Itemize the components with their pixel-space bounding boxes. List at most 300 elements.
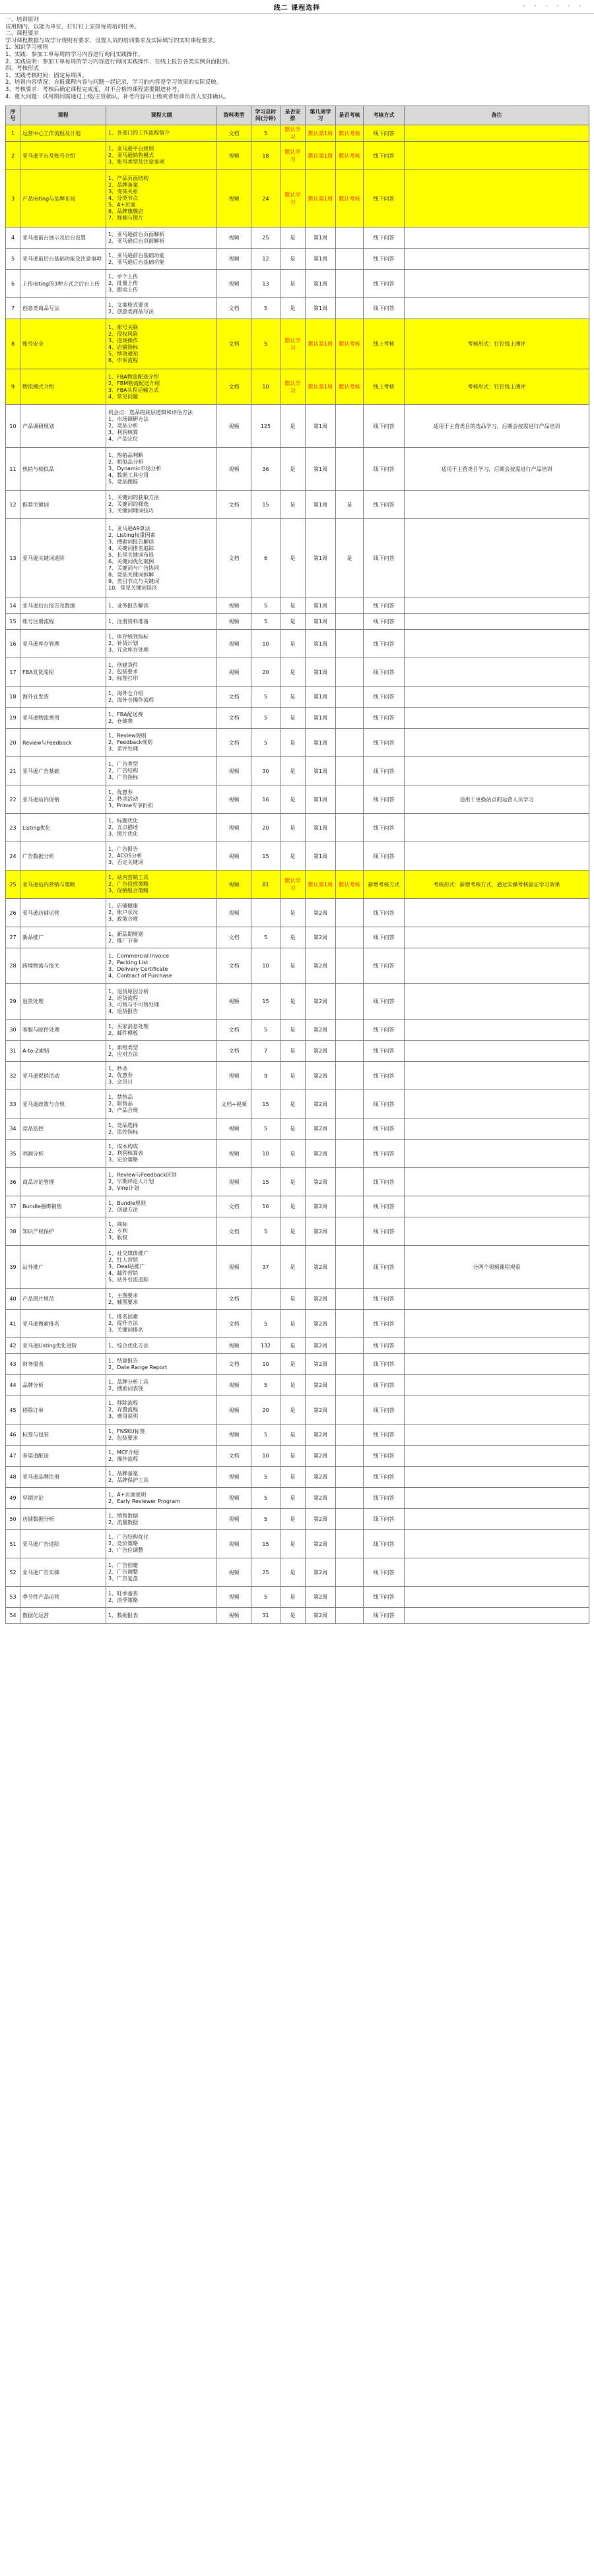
header-dash: - (556, 3, 568, 9)
cell-week: 默认第1周 (306, 125, 336, 142)
cell-time: 15 (251, 1090, 280, 1119)
cell-method: 线下问答 (364, 899, 405, 927)
cell-type: 文档 (217, 491, 251, 519)
outline-line: 2、秒杀活动 (108, 796, 139, 803)
cell-week: 第2周 (306, 1488, 336, 1509)
cell-exam (336, 1310, 364, 1338)
cell-arrange: 是 (280, 1020, 306, 1041)
cell-week: 第2周 (306, 984, 336, 1020)
cell-time: 5 (251, 1375, 280, 1396)
cell-course: 客服与邮件处理 (20, 1020, 106, 1041)
outline-line: 2、包装要求 (108, 1434, 139, 1441)
cell-course: A-to-Z索赔 (20, 1041, 106, 1062)
cell-method: 线下问答 (364, 1020, 405, 1041)
cell-course: 物流模式介绍 (20, 369, 106, 405)
cell-course: 海外仓发货 (20, 687, 106, 708)
cell-time: 5 (251, 687, 280, 708)
outline-line: 1、标题优化 (108, 818, 139, 824)
outline-line: 2、品牌保护工具 (108, 1477, 149, 1483)
cell-outline (106, 228, 217, 249)
cell-note (405, 687, 589, 708)
outline-line: 3、关键词埋词技巧 (108, 508, 154, 514)
table-header-row (6, 106, 589, 125)
cell-method: 线下问答 (364, 658, 405, 687)
cell-method: 线下问答 (364, 814, 405, 842)
cell-week: 第2周 (306, 1217, 336, 1246)
cell-method: 线下问答 (364, 757, 405, 785)
outline-line: 4、Contract of Purchase (108, 972, 172, 979)
cell-arrange: 是 (280, 448, 306, 491)
outline-line: 4、关键词排名追踪 (108, 545, 154, 551)
cell-arrange: 是 (280, 1140, 306, 1168)
outline-line: 2、红人营销 (108, 1257, 139, 1264)
outline-line: 2、流量数据 (108, 1519, 139, 1525)
outline-line: 2、创意类商品写法 (108, 308, 154, 315)
cell-outline (106, 142, 217, 170)
cell-outline (106, 1140, 217, 1168)
cell-type: 视频 (217, 757, 251, 785)
cell-exam (336, 228, 364, 249)
table-row (6, 1488, 589, 1509)
table-row (6, 1375, 589, 1396)
cell-arrange: 是 (280, 1338, 306, 1354)
cell-time: 5 (251, 598, 280, 614)
cell-type: 视频 (217, 1425, 251, 1446)
cell-type: 文档 (217, 687, 251, 708)
cell-no: 9 (6, 369, 20, 405)
outline-line: 2、利润核算表 (108, 1150, 144, 1157)
cell-week: 第1周 (306, 687, 336, 708)
cell-time: 5 (251, 298, 280, 319)
outline-line: 1、数据报表 (108, 1612, 139, 1618)
cell-week: 第2周 (306, 927, 336, 948)
cell-exam (336, 1338, 364, 1354)
outline-line: 7、关键词与广告协同 (108, 565, 160, 571)
outline-line: 2、Early Reviewer Program (108, 1498, 180, 1504)
cell-exam (336, 729, 364, 757)
cell-course: 推荐关键词 (20, 491, 106, 519)
outline-line: 2、Feedback规则 (108, 739, 153, 746)
cell-note (405, 1041, 589, 1062)
table-row (6, 614, 589, 630)
table-row (6, 405, 589, 448)
cell-method: 线下问答 (364, 614, 405, 630)
outline-line: 1、品牌分析工具 (108, 1378, 149, 1385)
cell-outline (106, 814, 217, 842)
table-row (6, 125, 589, 142)
sheet-title-bar (0, 0, 594, 14)
cell-no: 30 (6, 1020, 20, 1041)
cell-time: 20 (251, 814, 280, 842)
cell-exam (336, 270, 364, 298)
cell-type: 视频 (217, 1338, 251, 1354)
cell-exam (336, 927, 364, 948)
cell-outline (106, 1090, 217, 1119)
outline-line: 1、文案格式要求 (108, 301, 149, 308)
cell-time: 10 (251, 948, 280, 984)
table-row (6, 948, 589, 984)
table-row (6, 927, 589, 948)
cell-exam (336, 1509, 364, 1530)
cell-outline (106, 1509, 217, 1530)
outline-line: 2、弃置流程 (108, 1407, 139, 1413)
cell-no: 28 (6, 948, 20, 984)
cell-note (405, 1196, 589, 1217)
cell-time: 7 (251, 1041, 280, 1062)
outline-line: 3、广告复盘 (108, 1576, 139, 1582)
cell-exam (336, 899, 364, 927)
cell-course: 竞品监控 (20, 1119, 106, 1140)
intro-line: 一、培训原则 (5, 16, 40, 23)
cell-outline (106, 298, 217, 319)
col-header-time: 学习总时间(分钟) (251, 106, 280, 125)
cell-week: 第1周 (306, 658, 336, 687)
cell-course: 亚马逊前后台基础功能及注意事项 (20, 249, 106, 270)
cell-week: 第1周 (306, 708, 336, 729)
outline-line: 4、邮件营销 (108, 1270, 139, 1277)
cell-outline (106, 1020, 217, 1041)
cell-outline (106, 1467, 217, 1488)
intro-line: 学习课程数据与故学分规则有要求，设置人员的培训要求及实际填写的实时课程要求。 (5, 37, 219, 44)
outline-line: 4、分类节点 (108, 195, 139, 202)
cell-method: 线下问答 (364, 448, 405, 491)
header-dash: - (523, 3, 535, 9)
cell-outline (106, 1587, 217, 1608)
outline-line: 2、补货计划 (108, 640, 139, 647)
cell-note: 考核形式：钉钉线上测评 (405, 369, 589, 405)
outline-line: 1、广告结构优化 (108, 1534, 149, 1541)
cell-outline (106, 927, 217, 948)
outline-line: 1、各部门的工作流程简介 (108, 130, 170, 137)
outline-line: 1、业务报告解读 (108, 602, 149, 609)
cell-week: 第2周 (306, 1446, 336, 1467)
cell-exam (336, 1090, 364, 1119)
cell-type: 视频 (217, 228, 251, 249)
cell-time: 5 (251, 1467, 280, 1488)
cell-time: 5 (251, 614, 280, 630)
outline-line: 1、Bundle规则 (108, 1200, 146, 1206)
cell-exam (336, 1168, 364, 1196)
cell-course: 利润分析 (20, 1140, 106, 1168)
outline-line: 2、Packing List (108, 959, 148, 966)
cell-week: 第1周 (306, 785, 336, 814)
cell-no: 5 (6, 249, 20, 270)
outline-line: 6、品牌旗舰店 (108, 208, 144, 215)
cell-time: 31 (251, 1608, 280, 1624)
cell-time: 15 (251, 491, 280, 519)
outline-line: 2、侵权风险 (108, 330, 139, 337)
cell-exam (336, 757, 364, 785)
cell-note (405, 658, 589, 687)
outline-line: 3、搜索词报告解读 (108, 538, 154, 545)
cell-arrange: 是 (280, 1530, 306, 1558)
cell-no: 14 (6, 598, 20, 614)
cell-time: 5 (251, 1119, 280, 1140)
table-row (6, 785, 589, 814)
outline-line: 1、综合优化方法 (108, 1342, 149, 1349)
outline-line: 3、图片优化 (108, 831, 139, 838)
cell-exam: 默认考核 (336, 319, 364, 369)
table-row (6, 1425, 589, 1446)
intro-line: 4、重大问题：试用期间需通过上级/主管确认，补考内容由上级或者培训负责人安排确认。 (5, 93, 230, 100)
intro-line: 1、实践考核时间：固定每周四。 (5, 72, 88, 79)
table-row (6, 319, 589, 369)
cell-course: 产品listing与品牌布局 (20, 170, 106, 228)
cell-no: 44 (6, 1375, 20, 1396)
table-row (6, 1119, 589, 1140)
cell-type: 视频 (217, 658, 251, 687)
cell-arrange: 是 (280, 519, 306, 598)
cell-week: 第2周 (306, 899, 336, 927)
cell-exam (336, 708, 364, 729)
cell-time: 15 (251, 1168, 280, 1196)
cell-week: 第1周 (306, 405, 336, 448)
cell-exam (336, 658, 364, 687)
intro-line: 1、实践：参加工单每周的学习内容进行询问实践操作。 (5, 51, 144, 58)
cell-exam (336, 814, 364, 842)
cell-arrange: 是 (280, 1396, 306, 1425)
cell-outline (106, 319, 217, 369)
cell-week: 第1周 (306, 729, 336, 757)
outline-line: 1、商标 (108, 1221, 128, 1228)
cell-arrange: 是 (280, 1168, 306, 1196)
cell-no: 27 (6, 927, 20, 948)
outline-line: 10、常见关键词误区 (108, 584, 158, 591)
cell-week: 第2周 (306, 1530, 336, 1558)
cell-note (405, 228, 589, 249)
outline-line: 2、退货流程 (108, 995, 139, 1001)
cell-time: 132 (251, 1338, 280, 1354)
cell-no: 15 (6, 614, 20, 630)
cell-note (405, 814, 589, 842)
cell-course: 亚马逊站内促销 (20, 785, 106, 814)
cell-exam: 默认考核 (336, 142, 364, 170)
header-dash: - (534, 3, 546, 9)
cell-week: 第1周 (306, 614, 336, 630)
cell-course: 跨境物流与报关 (20, 948, 106, 984)
cell-method: 线下问答 (364, 298, 405, 319)
outline-line: 3、Deal站推广 (108, 1264, 145, 1270)
outline-line: 2、广告投放策略 (108, 881, 149, 888)
cell-outline (106, 1354, 217, 1375)
outline-line: 2、品牌备案 (108, 182, 139, 189)
cell-course: 早期评论 (20, 1488, 106, 1509)
table-row (6, 1246, 589, 1289)
cell-exam (336, 1020, 364, 1041)
cell-method: 线下问答 (364, 1246, 405, 1289)
cell-arrange: 是 (280, 270, 306, 298)
table-row (6, 170, 589, 228)
cell-exam (336, 1289, 364, 1310)
outline-line: 1、市场调研方法 (108, 416, 149, 423)
outline-line: 1、买家消息处理 (108, 1023, 149, 1029)
cell-method: 线下问答 (364, 1310, 405, 1338)
cell-course: Review与Feedback (20, 729, 106, 757)
cell-outline (106, 125, 217, 142)
cell-no: 6 (6, 270, 20, 298)
cell-method: 线上考核 (364, 319, 405, 369)
cell-course: 商品评论管理 (20, 1168, 106, 1196)
cell-exam: 默认考核 (336, 125, 364, 142)
intro-notes (0, 14, 594, 102)
table-row (6, 1168, 589, 1196)
outline-line: 2、淡季策略 (108, 1597, 139, 1603)
cell-no: 40 (6, 1289, 20, 1310)
cell-arrange: 是 (280, 491, 306, 519)
outline-line: 2、早期评论人计划 (108, 1179, 154, 1185)
cell-time: 10 (251, 1140, 280, 1168)
outline-line: 2、Listing权重因素 (108, 532, 156, 538)
cell-time: 6 (251, 519, 280, 598)
cell-arrange: 是 (280, 1062, 306, 1090)
table-row (6, 491, 589, 519)
outline-line: 2、亚马逊销售模式 (108, 152, 154, 159)
cell-no: 53 (6, 1587, 20, 1608)
cell-time: 10 (251, 1446, 280, 1467)
cell-arrange: 是 (280, 1090, 306, 1119)
cell-type: 视频 (217, 1246, 251, 1289)
cell-outline (106, 1375, 217, 1396)
cell-time (251, 1289, 280, 1310)
cell-type: 视频 (217, 842, 251, 871)
outline-line: 1、新品期规划 (108, 931, 144, 937)
cell-method: 线下问答 (364, 785, 405, 814)
cell-course: 产品调研规划 (20, 405, 106, 448)
cell-arrange: 是 (280, 614, 306, 630)
cell-outline (106, 1310, 217, 1338)
cell-outline (106, 1289, 217, 1310)
cell-outline (106, 614, 217, 630)
outline-line: 5、绩效通知 (108, 350, 139, 357)
cell-outline (106, 687, 217, 708)
cell-method: 线下问答 (364, 927, 405, 948)
outline-line: 1、销售数据 (108, 1512, 139, 1519)
outline-line: 2、ACOS分析 (108, 853, 143, 859)
cell-course: 创意类商品写法 (20, 298, 106, 319)
cell-outline (106, 1168, 217, 1196)
outline-line: 4、产品定位 (108, 436, 139, 443)
cell-type: 文档 (217, 298, 251, 319)
cell-time: 125 (251, 405, 280, 448)
cell-time: 5 (251, 319, 280, 369)
outline-line: 1、热销品判断 (108, 452, 144, 459)
cell-time: 5 (251, 1217, 280, 1246)
outline-line: 1、单个上传 (108, 274, 139, 280)
cell-method: 线下问答 (364, 1509, 405, 1530)
outline-line: 1、禁售品 (108, 1094, 133, 1101)
cell-method: 线下问答 (364, 1558, 405, 1587)
cell-note (405, 1119, 589, 1140)
cell-outline (106, 598, 217, 614)
cell-type: 视频 (217, 405, 251, 448)
col-header-no: 序号 (6, 106, 20, 125)
cell-time: 20 (251, 658, 280, 687)
outline-line: 2、包装要求 (108, 669, 139, 675)
header-dash: - (579, 3, 590, 9)
cell-no: 12 (6, 491, 20, 519)
cell-method: 线下问答 (364, 1488, 405, 1509)
table-row (6, 1196, 589, 1217)
cell-exam (336, 1041, 364, 1062)
cell-method: 线下问答 (364, 1530, 405, 1558)
cell-no: 48 (6, 1467, 20, 1488)
cell-no: 51 (6, 1530, 20, 1558)
cell-note (405, 614, 589, 630)
cell-no: 43 (6, 1354, 20, 1375)
col-header-note: 备注 (405, 106, 589, 125)
cell-course: 账号安全 (20, 319, 106, 369)
cell-time: 37 (251, 1246, 280, 1289)
cell-course: 亚马逊平台及账号介绍 (20, 142, 106, 170)
cell-exam (336, 1446, 364, 1467)
outline-line: 1、主图要求 (108, 1292, 139, 1299)
cell-week: 第2周 (306, 1090, 336, 1119)
outline-line: 3、关键词排名 (108, 1327, 144, 1334)
cell-type: 视频 (217, 614, 251, 630)
cell-exam (336, 1587, 364, 1608)
cell-method: 线下问答 (364, 687, 405, 708)
outline-line: 1、亚马逊平台规则 (108, 146, 154, 152)
cell-course: 亚马逊物流费用 (20, 708, 106, 729)
col-header-arrange: 是否安排 (280, 106, 306, 125)
cell-arrange: 是 (280, 842, 306, 871)
cell-method: 线下问答 (364, 1396, 405, 1425)
cell-no: 49 (6, 1488, 20, 1509)
outline-line: 1、Review与Feedback区别 (108, 1172, 177, 1179)
cell-method: 线下问答 (364, 1425, 405, 1446)
intro-line: 二、课程要求 (5, 30, 40, 38)
outline-line: 3、Dynamic市场分析 (108, 466, 162, 472)
cell-type: 视频 (217, 1530, 251, 1558)
cell-course: 广告数据分析 (20, 842, 106, 871)
cell-time: 5 (251, 1509, 280, 1530)
intro-line: 四、考核形式 (5, 65, 40, 73)
cell-method: 线下问答 (364, 1354, 405, 1375)
cell-outline (106, 1425, 217, 1446)
table-row (6, 1020, 589, 1041)
cell-method: 线下问答 (364, 1140, 405, 1168)
table-row (6, 519, 589, 598)
cell-no: 3 (6, 170, 20, 228)
cell-week: 第1周 (306, 491, 336, 519)
table-row (6, 1558, 589, 1587)
cell-course: 亚马逊后台报告及数据 (20, 598, 106, 614)
cell-note (405, 1310, 589, 1338)
cell-note (405, 249, 589, 270)
outline-line: 1、亚马逊A9算法 (108, 525, 150, 532)
cell-week: 第1周 (306, 270, 336, 298)
cell-outline (106, 1041, 217, 1062)
cell-note (405, 1217, 589, 1246)
outline-line: 3、广告指标 (108, 774, 139, 781)
cell-type: 文档 (217, 1041, 251, 1062)
cell-method: 线下问答 (364, 948, 405, 984)
outline-line: 3、会员日 (108, 1079, 133, 1086)
cell-week: 第2周 (306, 1558, 336, 1587)
cell-type: 文档 (217, 708, 251, 729)
cell-no: 50 (6, 1509, 20, 1530)
cell-outline (106, 1530, 217, 1558)
cell-week: 第2周 (306, 1375, 336, 1396)
outline-line: 2、Date Range Report (108, 1364, 168, 1370)
cell-outline (106, 1608, 217, 1624)
cell-arrange: 是 (280, 814, 306, 842)
cell-type: 文档 (217, 319, 251, 369)
table-row (6, 142, 589, 170)
cell-no: 20 (6, 729, 20, 757)
cell-exam (336, 842, 364, 871)
cell-note (405, 927, 589, 948)
